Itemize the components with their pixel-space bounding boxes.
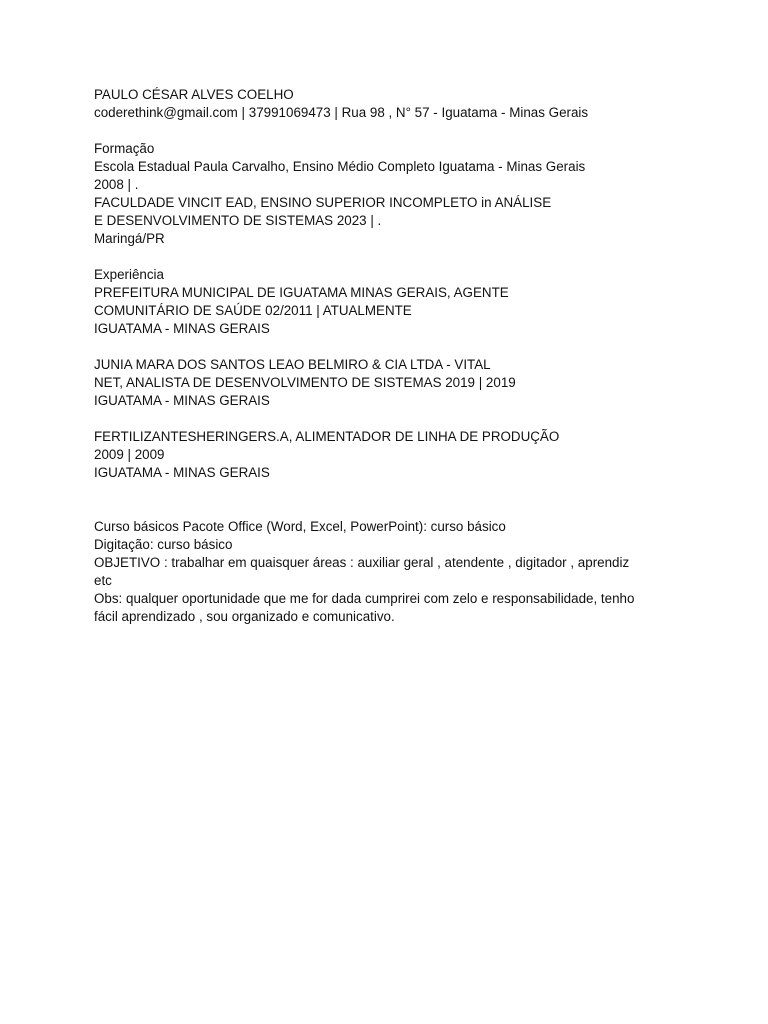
job-3-line: FERTILIZANTESHERINGERS.A, ALIMENTADOR DE LINHA DE PRODUÇÃO bbox=[94, 429, 560, 444]
job-2-line: NET, ANALISTA DE DESENVOLVIMENTO DE SISTEMAS 2019 | 2019 bbox=[94, 375, 516, 390]
resume-document bbox=[94, 86, 704, 626]
course-office: Curso básicos Pacote Office (Word, Excel, PowerPoint): curso básico bbox=[94, 519, 506, 534]
education-line: Maringá/PR bbox=[94, 231, 165, 246]
spacer bbox=[94, 122, 704, 140]
experience-heading: Experiência bbox=[94, 267, 164, 282]
job-1-location: IGUATAMA - MINAS GERAIS bbox=[94, 321, 270, 336]
job-2-location: IGUATAMA - MINAS GERAIS bbox=[94, 393, 270, 408]
course-typing: Digitação: curso básico bbox=[94, 537, 233, 552]
objective-line: OBJETIVO : trabalhar em quaisquer áreas : auxiliar geral , atendente , digitador , aprendiz bbox=[94, 555, 630, 570]
notes-line: fácil aprendizado , sou organizado e comunicativo. bbox=[94, 609, 395, 624]
job-1-line: PREFEITURA MUNICIPAL DE IGUATAMA MINAS GERAIS, AGENTE bbox=[94, 285, 509, 300]
job-3-location: IGUATAMA - MINAS GERAIS bbox=[94, 465, 270, 480]
spacer bbox=[94, 410, 704, 428]
education-line: Escola Estadual Paula Carvalho, Ensino Médio Completo Iguatama - Minas Gerais bbox=[94, 159, 586, 174]
spacer bbox=[94, 338, 704, 356]
job-1-line: COMUNITÁRIO DE SAÚDE 02/2011 | ATUALMENTE bbox=[94, 303, 412, 318]
objective-line: etc bbox=[94, 573, 112, 588]
education-heading: Formação bbox=[94, 141, 155, 156]
education-line: 2008 | . bbox=[94, 177, 139, 192]
spacer bbox=[94, 482, 704, 518]
job-3-line: 2009 | 2009 bbox=[94, 447, 165, 462]
spacer bbox=[94, 248, 704, 266]
notes-line: Obs: qualquer oportunidade que me for dada cumprirei com zelo e responsabilidade, tenho bbox=[94, 591, 635, 606]
contact-line: coderethink@gmail.com | 37991069473 | Rua 98 , N° 57 - Iguatama - Minas Gerais bbox=[94, 105, 589, 120]
education-line: E DESENVOLVIMENTO DE SISTEMAS 2023 | . bbox=[94, 213, 382, 228]
candidate-name: PAULO CÉSAR ALVES COELHO bbox=[94, 87, 294, 102]
education-line: FACULDADE VINCIT EAD, ENSINO SUPERIOR INCOMPLETO in ANÁLISE bbox=[94, 195, 552, 210]
job-2-line: JUNIA MARA DOS SANTOS LEAO BELMIRO & CIA LTDA - VITAL bbox=[94, 357, 491, 372]
